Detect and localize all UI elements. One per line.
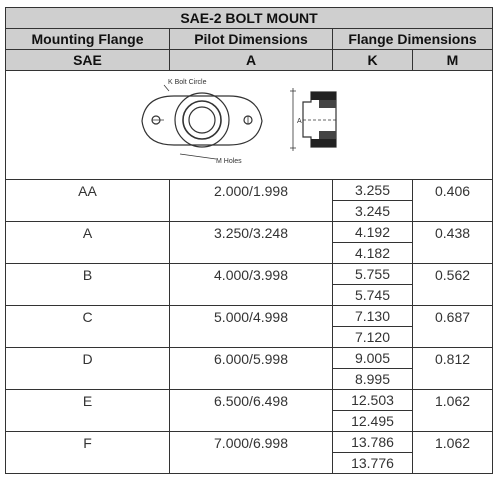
flange-diagram [6,71,493,176]
table-row [6,390,493,411]
flange-front-view [142,85,262,159]
pilot-diameter-cell: 5.000/4.998 [170,306,333,348]
hole-diameter-cell: 0.687 [413,306,493,348]
bolt-circle-min-cell: 7.120 [333,327,413,348]
bolt-circle-max-cell: 9.005 [333,348,413,369]
hole-diameter-cell: 0.562 [413,264,493,306]
bolt-circle-min-cell: 8.995 [333,369,413,390]
sae-size-cell: E [6,390,170,432]
bolt-circle-max-cell: 12.503 [333,390,413,411]
group-header-pilot-dimensions: Pilot Dimensions [170,29,333,50]
hole-diameter-cell: 1.062 [413,432,493,474]
column-header-m: M [413,50,493,71]
hole-diameter-cell: 1.062 [413,390,493,432]
group-header-mounting-flange: Mounting Flange [6,29,170,50]
sae-size-cell: A [6,222,170,264]
sae-size-cell: B [6,264,170,306]
column-header-a: A [170,50,333,71]
bolt-circle-max-cell: 13.786 [333,432,413,453]
bolt-circle-max-cell: 7.130 [333,306,413,327]
bolt-mount-table [5,7,493,474]
bolt-circle-max-cell: 3.255 [333,180,413,201]
hole-diameter-cell: 0.406 [413,180,493,222]
table-row [6,264,493,285]
sae-size-cell: D [6,348,170,390]
pilot-diameter-cell: 3.250/3.248 [170,222,333,264]
bolt-circle-min-cell: 3.245 [333,201,413,222]
hole-diameter-cell: 0.438 [413,222,493,264]
bolt-circle-min-cell: 4.182 [333,243,413,264]
column-header-sae: SAE [6,50,170,71]
pilot-diameter-cell: 2.000/1.998 [170,180,333,222]
bolt-circle-max-cell: 5.755 [333,264,413,285]
bolt-circle-label: K Bolt Circle [168,79,207,86]
column-header-k: K [333,50,413,71]
bolt-circle-min-cell: 12.495 [333,411,413,432]
bolt-circle-min-cell: 13.776 [333,453,413,474]
table-title: SAE-2 BOLT MOUNT [6,8,493,29]
pilot-diameter-cell: 4.000/3.998 [170,264,333,306]
pilot-diameter-cell: 6.000/5.998 [170,348,333,390]
table-row [6,348,493,369]
sae-size-cell: C [6,306,170,348]
dimension-a-label: A [297,118,302,125]
table-row [6,222,493,243]
sae-size-cell: AA [6,180,170,222]
group-header-flange-dimensions: Flange Dimensions [333,29,493,50]
table-row [6,180,493,201]
flange-diagram-cell [6,71,493,180]
pilot-diameter-cell: 6.500/6.498 [170,390,333,432]
hole-diameter-cell: 0.812 [413,348,493,390]
table-row [6,306,493,327]
holes-label: M Holes [216,158,242,165]
bolt-circle-max-cell: 4.192 [333,222,413,243]
table-row [6,432,493,453]
bolt-circle-min-cell: 5.745 [333,285,413,306]
sae-size-cell: F [6,432,170,474]
pilot-diameter-cell: 7.000/6.998 [170,432,333,474]
